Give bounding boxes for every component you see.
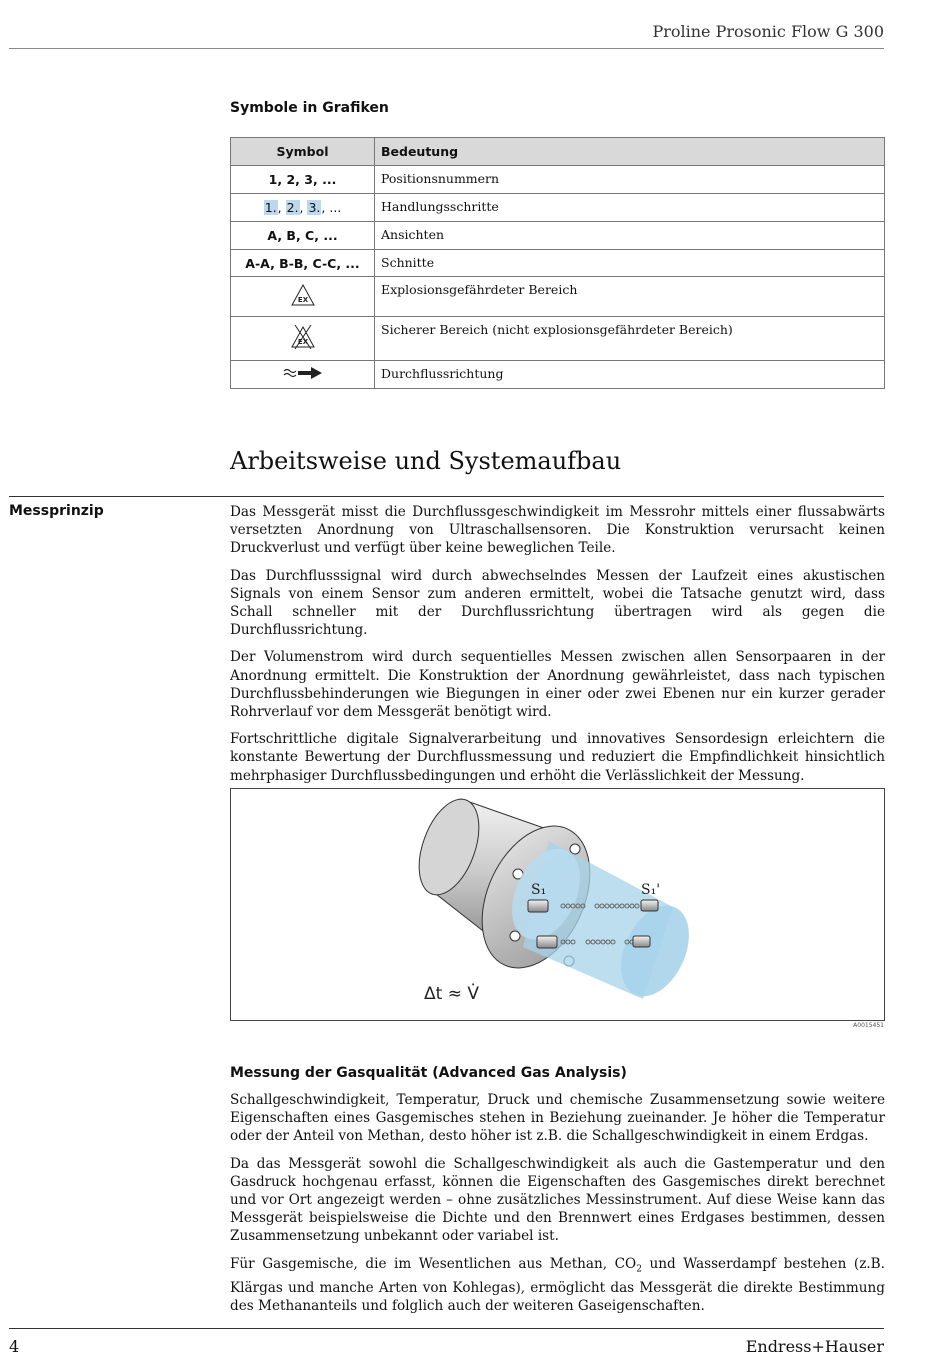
paragraph-part: Für Gasgemische, die im Wesentlichen aus Methan, CO <box>230 1255 637 1272</box>
gas-section-text <box>230 1091 885 1324</box>
figure-formula: Δt ≈ V̇ <box>424 984 479 1004</box>
table-row <box>231 317 885 361</box>
symbol-cell-steps: 1., 2., 3., ... <box>231 194 375 222</box>
chapter-title: Arbeitsweise und Systemaufbau <box>230 447 622 475</box>
paragraph: Das Durchflusssignal wird durch abwechselndes Messen der Laufzeit eines akustischen Signals von einem Sensor zum anderen ermittelt, wobei die Tatsache genutzt wird, dass Schall schneller mit der Durchflussrichtung übertragen wird als gegen die Durchflussrichtung. <box>230 567 885 639</box>
sensor-lower-a <box>537 936 557 948</box>
meaning-cell: Durchflussrichtung <box>375 361 885 389</box>
symbol-cell: A, B, C, ... <box>231 222 375 250</box>
side-label-messprinzip: Messprinzip <box>9 503 104 519</box>
meaning-cell: Explosionsgefährdeter Bereich <box>375 277 885 317</box>
step-mark-2: 2. <box>286 200 299 215</box>
symbols-section-title: Symbole in Grafiken <box>230 100 389 116</box>
symbol-cell-flow <box>231 361 375 389</box>
subscript-2: 2 <box>636 1264 642 1275</box>
meaning-cell: Sicherer Bereich (nicht explosionsgefährdeter Bereich) <box>375 317 885 361</box>
flow-direction-icon <box>283 366 323 380</box>
footer-rule <box>9 1328 884 1329</box>
sensor-arrangement-illustration <box>231 789 884 1020</box>
column-header-meaning: Bedeutung <box>375 138 885 166</box>
meaning-cell: Schnitte <box>375 250 885 277</box>
sensor-label-s1-prime: S₁' <box>641 882 661 898</box>
sensor-label-s1: S₁ <box>531 882 547 898</box>
symbols-table <box>230 137 885 389</box>
chapter-rule <box>9 496 884 497</box>
sensor-lower-b <box>633 936 650 947</box>
paragraph: Schallgeschwindigkeit, Temperatur, Druck und chemische Zusammensetzung sowie weitere Eigenschaften eines Gasgemisches stehen in Beziehung zueinander. Je höher die Temperatur oder der Anteil von Methan, desto höher ist z.B. die Schallgeschwindigkeit in einem Erdgas. <box>230 1092 885 1145</box>
gas-section-title: Messung der Gasqualität (Advanced Gas Analysis) <box>230 1065 627 1081</box>
paragraph <box>230 1255 885 1315</box>
symbol-cell-ex <box>231 277 375 317</box>
column-header-symbol: Symbol <box>231 138 375 166</box>
ex-zone-icon <box>290 283 316 307</box>
page-number: 4 <box>9 1337 20 1356</box>
step-mark-ellipsis: , ... <box>321 200 342 215</box>
symbol-cell-non-ex <box>231 317 375 361</box>
table-row <box>231 361 885 389</box>
table-row <box>231 194 885 222</box>
sensor-s1-prime <box>641 900 658 911</box>
document-header-title: Proline Prosonic Flow G 300 <box>652 22 884 41</box>
figure-id: A0015451 <box>853 1022 884 1029</box>
table-row <box>231 166 885 194</box>
sensor-s1 <box>528 900 548 912</box>
symbol-cell: A-A, B-B, C-C, ... <box>231 250 375 277</box>
paragraph: Da das Messgerät sowohl die Schallgeschwindigkeit als auch die Gastemperatur und den Gasdruck hochgenau erfasst, können die Eigenschaften des Gasgemisches direkt berechnet und vor Ort angezeigt werden – ohne zusätzliches Messinstrument. Auf diese Weise kann das Messgerät beispielsweise die Dichte und den Brennwert eines Erdgases bestimmen, dessen Zusammensetzung unbekannt oder variabel ist. <box>230 1155 885 1245</box>
step-mark-3: 3. <box>308 200 321 215</box>
meaning-cell: Ansichten <box>375 222 885 250</box>
table-row <box>231 277 885 317</box>
non-ex-icon-label: EX <box>297 338 308 346</box>
messprinzip-text <box>230 503 885 794</box>
ex-icon-label: EX <box>297 296 308 304</box>
measuring-principle-figure <box>230 788 885 1021</box>
footer-brand: Endress+Hauser <box>745 1337 884 1356</box>
paragraph: Der Volumenstrom wird durch sequentielles Messen zwischen allen Sensorpaaren in der Anordnung ermittelt. Die Konstruktion der Anordnung gewährleistet, dass nach typischen Durchflussbehinderungen wie Biegungen in einer oder zwei Ebenen nur ein kurzer gerader Rohrverlauf vor dem Messgerät benötigt wird. <box>230 649 885 721</box>
symbol-cell: 1, 2, 3, ... <box>231 166 375 194</box>
paragraph: Fortschrittliche digitale Signalverarbeitung und innovatives Sensordesign erleichtern die konstante Bewertung der Durchflussmessung und reduziert die Empfindlichkeit hinsichtlich mehrphasiger Durchflussbedingungen und erhöht die Verlässlichkeit der Messung. <box>230 731 885 784</box>
header-rule <box>9 48 884 49</box>
table-row <box>231 222 885 250</box>
paragraph: Das Messgerät misst die Durchflussgeschwindigkeit im Messrohr mittels einer flussabwärts versetzten Anordnung von Ultraschallsensoren. Die Konstruktion verursacht keinen Druckverlust und verfügt über keine beweglichen Teile. <box>230 504 885 557</box>
meaning-cell: Handlungsschritte <box>375 194 885 222</box>
table-row <box>231 250 885 277</box>
non-ex-zone-icon <box>290 323 316 351</box>
table-header-row <box>231 138 885 166</box>
meaning-cell: Positionsnummern <box>375 166 885 194</box>
paragraph-part: und Wasserdampf bestehen (z.B. Klärgas und manche Arten von Kohlegas), ermöglicht das Messgerät die direkte Bestimmung des Methananteils und folglich auch der weiteren Gaseigenschaften. <box>230 1255 885 1314</box>
step-mark-1: 1. <box>264 200 277 215</box>
